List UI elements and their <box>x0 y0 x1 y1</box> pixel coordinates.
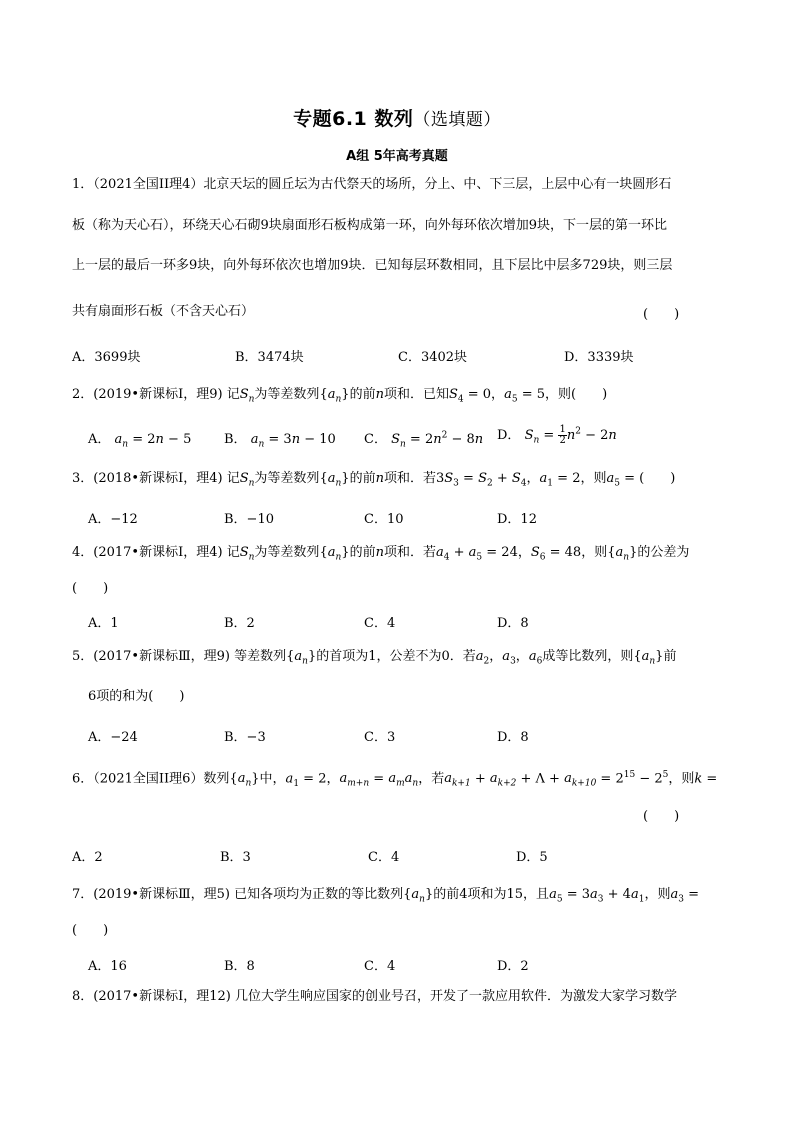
q2-option-c: C． $S_n = 2n^2 - 8n$ <box>364 430 484 450</box>
q1-line-3: 上一层的最后一环多9块，向外每环依次也增加9块．已知每层环数相同，且下层比中层多729块，则三层 <box>72 258 673 273</box>
q1-option-b: B．3474块 <box>235 350 304 365</box>
q4-answer-blank: ( ) <box>72 581 109 596</box>
q6-stem: 6．（2021全国II理6）数列$\{a_n\}$中，$a_1 = 2$，$a_{m+n} = a_ma_n$，若$a_{k+1} + a_{k+2} + \Lambda + a_{k+10} = 2^{15} - 2^5$，则k = <box>72 770 718 789</box>
q1-line-4: 共有扇面形石板（不含天心石） <box>72 304 255 319</box>
page-title <box>0 104 794 131</box>
q5-stem: 5．(2017•新课标Ⅲ，理9) 等差数列$\{a_n\}$的首项为1，公差不为0．若$a_2$，$a_3$，$a_6$成等比数列，则$\{a_n\}$前 <box>72 649 677 667</box>
q7-option-c: C．4 <box>364 959 396 974</box>
q6-option-d: D．5 <box>516 850 548 865</box>
q6-option-b: B．3 <box>220 850 251 865</box>
q5-option-b: B．−3 <box>224 730 266 745</box>
q4-stem: 4．(2017•新课标Ⅰ，理4) 记$S_n$为等差数列$\{a_n\}$的前n项和．若$a_4 + a_5 = 24$，$S_6 = 48$，则$\{a_n\}$的公差为 <box>72 545 690 563</box>
q5-option-d: D．8 <box>497 730 529 745</box>
q5-option-a: A．−24 <box>88 730 138 745</box>
q7-answer-blank: ( ) <box>72 923 109 938</box>
q6-option-c: C．4 <box>368 850 400 865</box>
q4-option-a: A．1 <box>88 616 119 631</box>
title-main: 专题6.1 数列 <box>293 108 414 130</box>
q2-stem: 2．(2019•新课标Ⅰ，理9) 记$S_n$为等差数列$\{a_n\}$的前n项和．已知$S_4 = 0$，$a_5 = 5$，则( ) <box>72 387 608 405</box>
q1-option-c: C．3402块 <box>398 350 468 365</box>
q4-option-d: D．8 <box>497 616 529 631</box>
title-paren: （选填题） <box>413 110 501 130</box>
q4-option-c: C．4 <box>364 616 396 631</box>
q1-option-a: A．3699块 <box>72 350 141 365</box>
q7-option-a: A．16 <box>88 959 127 974</box>
q5-stem-line-2: 6项的和为( ) <box>88 689 185 704</box>
q5-option-c: C．3 <box>364 730 396 745</box>
q1-answer-blank: ( ) <box>643 307 680 322</box>
q1-option-d: D．3339块 <box>564 350 634 365</box>
q2-option-b: B． $a_n = 3n - 10$ <box>224 432 336 450</box>
q1-line-1: 1．（2021全国II理4）北京天坛的圆丘坛为古代祭天的场所，分上、中、下三层，上层中心有一块圆形石 <box>72 177 672 192</box>
q3-option-b: B．−10 <box>224 512 274 527</box>
q2-option-d: D． $S_n$ = $\frac{1}{2}$ $n^2 - 2n$ <box>497 424 617 446</box>
q4-option-b: B．2 <box>224 616 255 631</box>
q7-option-d: D．2 <box>497 959 529 974</box>
q1-line-2: 板（称为天心石），环绕天心石砌9块扇面形石板构成第一环，向外每环依次增加9块，下一层的第一环比 <box>72 218 668 233</box>
q7-option-b: B．8 <box>224 959 255 974</box>
q3-option-d: D．12 <box>497 512 537 527</box>
section-subtitle: A组 5年高考真题 <box>346 149 448 164</box>
q8-stem: 8．(2017•新课标Ⅰ，理12) 几位大学生响应国家的创业号召，开发了一款应用软件．为激发大家学习数学 <box>72 989 677 1004</box>
q6-answer-blank: ( ) <box>643 809 680 824</box>
q3-stem: 3．(2018•新课标Ⅰ，理4) 记$S_n$为等差数列$\{a_n\}$的前n项和．若$3S_3 = S_2 + S_4$，$a_1 = 2$，则$a_5$ = ( ) <box>72 471 676 489</box>
q3-option-a: A．−12 <box>88 512 138 527</box>
q6-option-a: A．2 <box>72 850 103 865</box>
q3-option-c: C．10 <box>364 512 404 527</box>
q2-option-a: A． $a_n = 2n - 5$ <box>88 432 192 450</box>
q7-stem: 7．(2019•新课标Ⅲ，理5) 已知各项均为正数的等比数列$\{a_n\}$的前4项和为15，且$a_5 = 3a_3 + 4a_1$，则$a_3$ = <box>72 887 699 905</box>
